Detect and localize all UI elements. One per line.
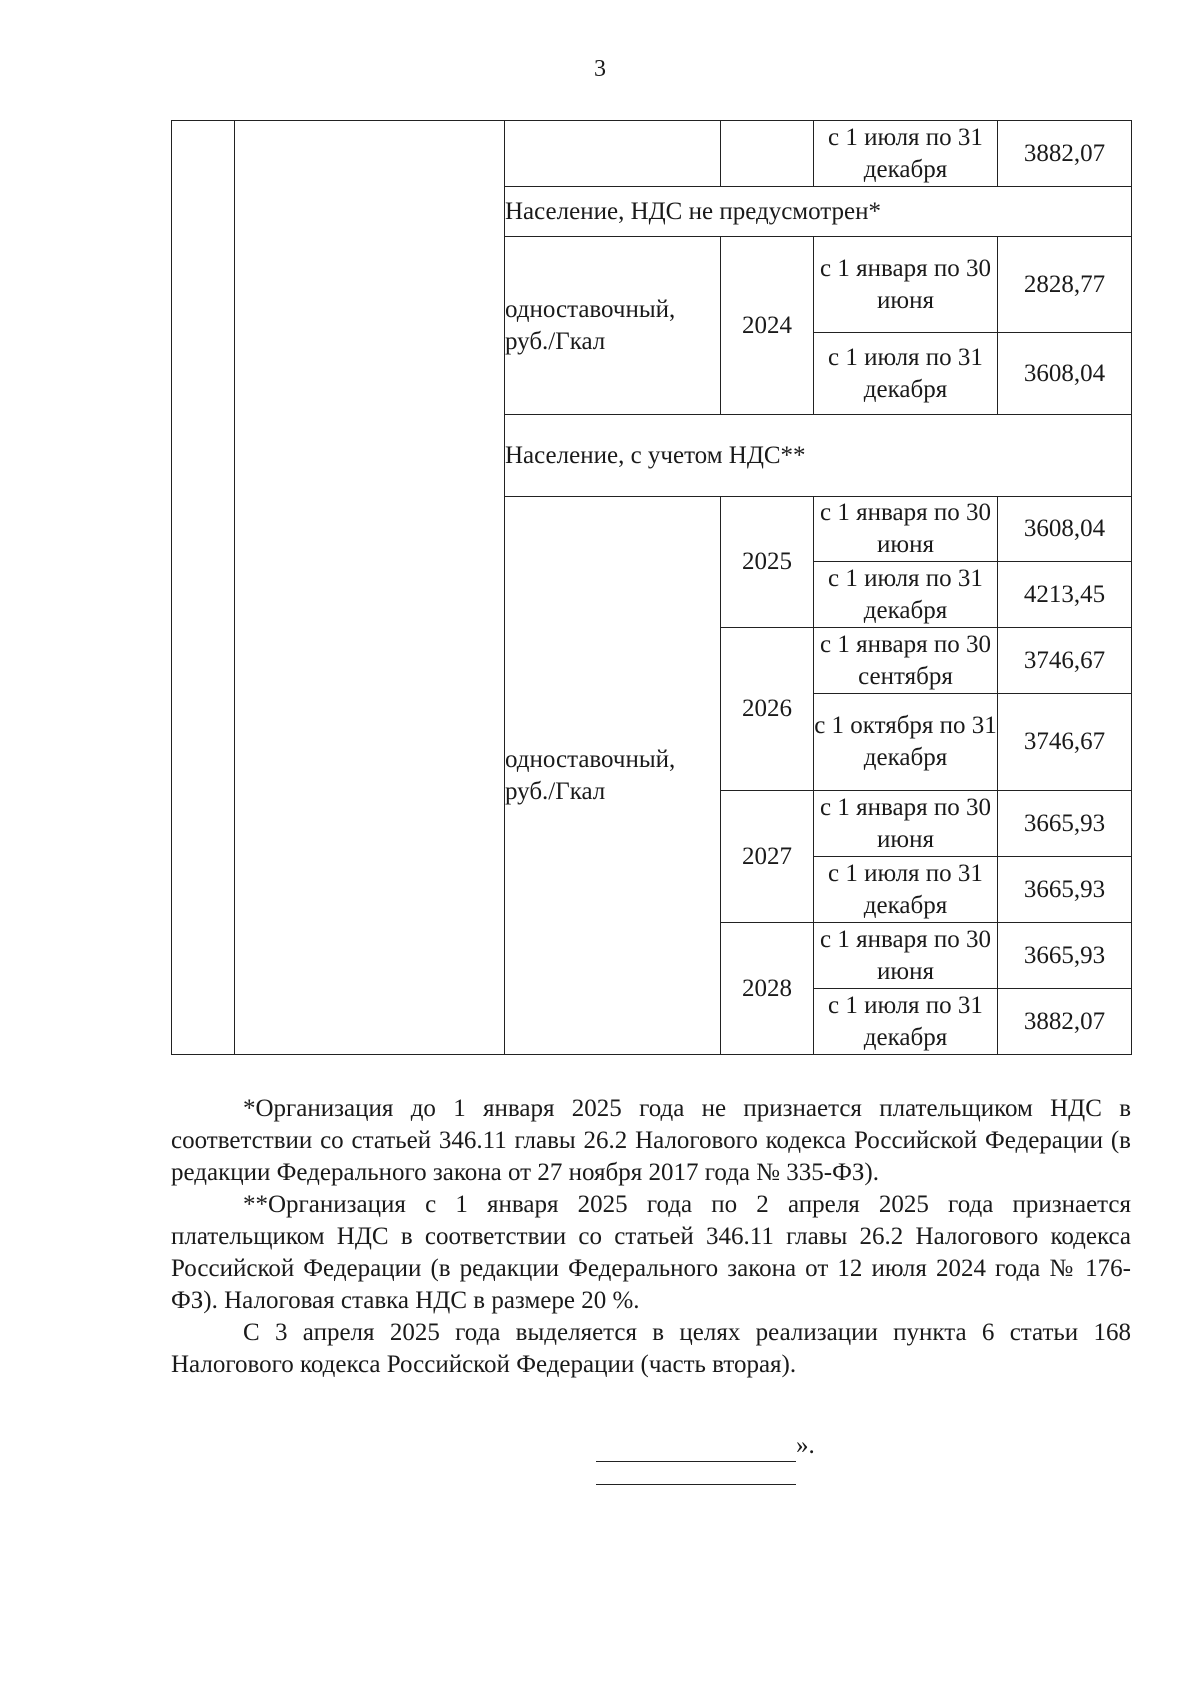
table-row (172, 121, 1132, 187)
page-number: 3 (594, 56, 606, 82)
footnotes (171, 1093, 1131, 1381)
footnote-vat: **Организация с 1 января 2025 года по 2 апреля 2025 года признается плательщиком НДС в соответствии со статьей 346.11 главы 26.2 Налогового кодекса Российской Федерации (в редакции Федерального закона от 12 июля 2024 года № 176-ФЗ). Налоговая ставка НДС в размере 20 %. (171, 1191, 1131, 1314)
tariff-type-cell: одноставочный, руб./Гкал (505, 237, 721, 415)
value-cell: 3608,04 (998, 333, 1132, 415)
value-cell: 3665,93 (998, 923, 1132, 989)
period-cell: с 1 января по 30 июня (814, 791, 998, 857)
period-cell: с 1 января по 30 сентября (814, 628, 998, 694)
year-cell: 2025 (721, 497, 814, 628)
period-cell: с 1 июля по 31 декабря (814, 989, 998, 1055)
footnote-vat-allocation: С 3 апреля 2025 года выделяется в целях реализации пункта 6 статьи 168 Налогового кодекса Российской Федерации (часть вторая). (171, 1319, 1131, 1378)
period-cell: с 1 января по 30 июня (814, 923, 998, 989)
empty-cell (721, 121, 814, 187)
tariff-table (171, 120, 1132, 1055)
organization-column-cell (235, 121, 505, 1055)
period-cell: с 1 октября по 31 декабря (814, 694, 998, 791)
year-cell: 2024 (721, 237, 814, 415)
value-cell: 3608,04 (998, 497, 1132, 562)
section-heading: Население, НДС не предусмотрен* (505, 187, 1132, 237)
period-cell: с 1 июля по 31 декабря (814, 562, 998, 628)
closing-line (596, 1430, 815, 1462)
end-rule (596, 1484, 796, 1485)
period-cell: с 1 июля по 31 декабря (814, 333, 998, 415)
year-cell: 2027 (721, 791, 814, 923)
value-cell: 4213,45 (998, 562, 1132, 628)
closing-mark: ». (796, 1432, 815, 1459)
value-cell: 3665,93 (998, 791, 1132, 857)
footnote-no-vat: *Организация до 1 января 2025 года не признается плательщиком НДС в соответствии со статьей 346.11 главы 26.2 Налогового кодекса Российской Федерации (в редакции Федерального закона от 27 ноября 2017 года № 335-ФЗ). (171, 1095, 1131, 1186)
period-cell: с 1 января по 30 июня (814, 497, 998, 562)
number-column-cell (172, 121, 235, 1055)
value-cell: 3882,07 (998, 121, 1132, 187)
value-cell: 3746,67 (998, 694, 1132, 791)
value-cell: 2828,77 (998, 237, 1132, 333)
value-cell: 3746,67 (998, 628, 1132, 694)
period-cell: с 1 января по 30 июня (814, 237, 998, 333)
period-cell: с 1 июля по 31 декабря (814, 857, 998, 923)
year-cell: 2026 (721, 628, 814, 791)
closing-rule (596, 1439, 796, 1462)
period-cell: с 1 июля по 31 декабря (814, 121, 998, 187)
empty-cell (505, 121, 721, 187)
value-cell: 3882,07 (998, 989, 1132, 1055)
year-cell: 2028 (721, 923, 814, 1055)
tariff-type-cell: одноставочный, руб./Гкал (505, 497, 721, 1055)
value-cell: 3665,93 (998, 857, 1132, 923)
section-heading: Население, с учетом НДС** (505, 415, 1132, 497)
